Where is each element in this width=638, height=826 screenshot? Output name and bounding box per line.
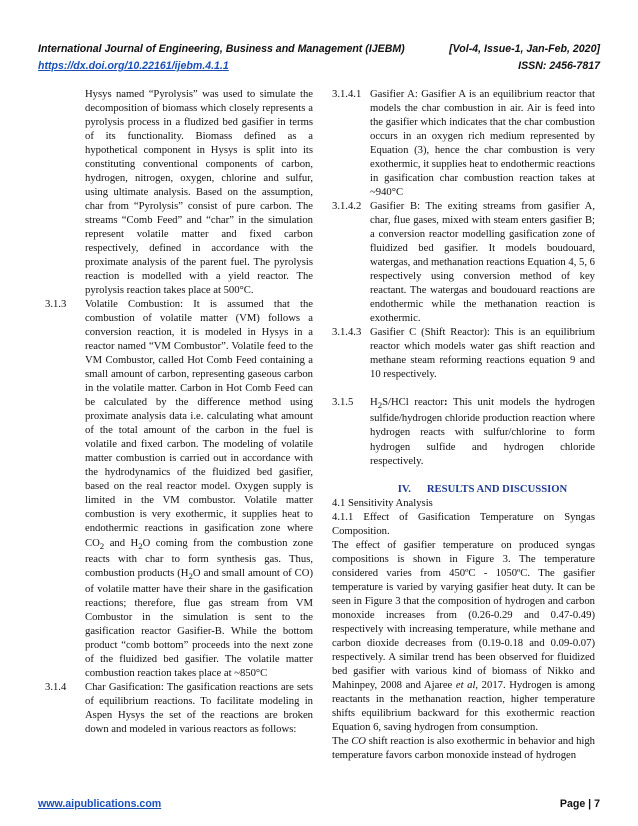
results-etal: et al, [455, 679, 479, 691]
shift-paragraph [332, 735, 595, 763]
journal-title: International Journal of Engineering, Business and Management (IJEBM) [38, 43, 405, 55]
vc-sub-1: 2 [99, 540, 105, 551]
pyrolysis-paragraph: Hysys named “Pyrolysis” was used to simulate the decomposition of biomass which closely represents a pyrolysis process in a fludized bed gasifier in terms of its functionality. Biomass defined as a hypothetical component in Hysys is split into its constituting conventional components of carbon, hydrogen, nitrogen, oxygen, chlorine and sulfur, using ultimate analysis. Based on the assumption, char from “Pyrolysis” consist of pure carbon. The streams “Comb Feed” and “char” in the simulation represent volatile matter and fixed carbon respectively, defined in accordance with the proximate analysis of the parent fuel. The pyrolysis reaction is modelled with a yield reactor. The pyrolysis reaction takes place at 500°C. [85, 89, 313, 297]
shift-part-a: The [332, 735, 352, 747]
section-3-1-4-3 [332, 326, 595, 382]
volume-info: [Vol-4, Issue-1, Jan-Feb, 2020] [449, 43, 600, 55]
page-header-top [38, 43, 600, 57]
results-part-a: The effect of gasifier temperature on produced syngas compositions is shown in Figure 3. The temperature considered varies from 450ºC - 1050ºC. The gasifier temperature is varied by varying gasifier heat duty. It can be seen in Figure 3 that the composition of hydrogen and carbon monoxide increases from (0.26-0.29 and 0.47-0.49) respectively with increasing temperature, while methane and carbon dioxide decreases from (0.19-0.18 and 0.09-0.07) respectively. A similar trend has been observed for fluidized bed gasifier with various kind of biomass of Nikko and Mahinpey, 2008 and Ajaree [332, 539, 595, 691]
section-heading [370, 483, 595, 497]
shift-co: CO [351, 735, 366, 747]
section-number: 3.1.4.1 [332, 89, 362, 100]
h2s-h: H [370, 397, 378, 409]
section-3-1-3 [45, 298, 313, 681]
gasifier-a-text: Gasifier A: Gasifier A is an equilibrium reactor that models the char combustion in air. Air is feed into the gasifier which indicates that the char combustion occurs in an oxygen rich medium represented by Equation (3), hence the char combustion is very exothermic, it supplies heat to endothermic reactions in gasification char combustion reaction takes at ~940°C [370, 89, 595, 199]
vc-part-b: and H [104, 537, 139, 549]
vc-sub-3: 2 [188, 570, 193, 581]
vc-part-a: Volatile Combustion: It is assumed that the combustion of volatile matter (VM) follows a conversion reaction, it is modeled in Hysys in a reactor named “VM Combustor”. Volatile feed to the VM Combustor, called Hot Comb Feed containing a small amount of carbon, representing gaseous carbon in the volatile matter. Carbon in Hot Comb Feed can be calculated by the difference method using proximate analysis data i.e. calculating what amount of the total amount of the carbon in the fuel is volatile and fixed carbon. The modeling of volatile matter combustion is carried out in accordance with the hydrodynamics of the fluidized bed gasifier, based on the real reactor model. Oxygen supply is limited in the VM combustor. Volatile matter combustion is very exothermic, it supplies heat to endothermic reactions in gasification zone where CO [85, 299, 313, 549]
spacer [332, 469, 595, 483]
section-number: 3.1.3 [45, 299, 67, 311]
left-column [45, 88, 313, 737]
section-number: 3.1.5 [332, 397, 354, 409]
doi-link[interactable]: https://dx.doi.org/10.22161/ijebm.4.1.1 [38, 60, 229, 72]
issn: ISSN: 2456-7817 [518, 60, 600, 72]
section-number: 3.1.4.3 [332, 327, 362, 339]
section-number: 3.1.4.2 [332, 201, 362, 213]
section-3-1-5 [332, 396, 595, 468]
section-number: 3.1.4 [45, 681, 67, 693]
section-title: RESULTS AND DISCUSSION [426, 483, 568, 495]
h2s-colon: : [443, 397, 448, 409]
shift-part-b: shift reaction is also exothermic in behavior and high temperature favors carbon monoxide instead of hydrogen [332, 735, 596, 761]
results-paragraph [332, 539, 595, 735]
page-number: Page | 7 [559, 798, 600, 810]
section-3-1-4 [45, 681, 313, 737]
h2s-reactor-text [370, 396, 595, 468]
spacer [332, 382, 595, 396]
section-3-1-4-2 [332, 200, 595, 326]
subsection-4-1: 4.1 Sensitivity Analysis [332, 497, 433, 509]
h2s-body: This unit models the hydrogen sulfide/hydrogen chloride production reaction where hydrogen reacts with sulfur/chlorine to form hydrogen sulfide and hydrogen chloride respectively. [370, 397, 595, 467]
vc-part-d: O and small amount of CO) of volatile matter have their share in the gasification reactions; therefore, flue gas stream from VM Combustor in the simulation is sent to the gasification reactor Gasifier-B. While the bottom product “comb bottom” proceeds into the next zone of the fluidized bed gasifier. The volatile matter combustion reaction takes place at ~850°C [85, 567, 313, 679]
page-header-bottom [38, 60, 600, 74]
gasifier-c-text: Gasifier C (Shift Reactor): This is an equilibrium reactor which models water gas shift reaction and methane steam reforming reactions equation 9 and 10 respectively. [370, 327, 595, 381]
vc-sub-2: 2 [138, 540, 143, 551]
gasifier-b-text: Gasifier B: The exiting streams from gasifier A, char, flue gases, mixed with steam enters gasifier B; a conversion reactor modelling gasification zone of fluidized bed gasifier. It models boudouard, watergas, and methanation reactions Equation 4, 5, 6 respectively using conversion method of key reactant. The watergas and boudouard reactions are endothermic while the methanation reaction is exothermic. [370, 201, 595, 325]
h2s-sub: 2 [377, 400, 383, 411]
volatile-combustion-text [85, 298, 313, 681]
char-gasification-text: Char Gasification: The gasification reactions are sets of equilibrium reactions. To facilitate modeling in Aspen Hysys the set of the reactions are broken down and modeled in various reactors as follows: [85, 681, 313, 735]
section-roman: IV. [397, 483, 411, 495]
vc-part-c: O coming from the combustion zone reacts with char to form synthesis gas. Thus, combustion products (H [85, 537, 313, 579]
site-link[interactable]: www.aipublications.com [38, 798, 162, 810]
section-3-1-4-1 [332, 88, 595, 200]
right-column [332, 88, 595, 763]
h2s-name: S/HCl reactor [382, 397, 444, 409]
subsection-4-1-1: 4.1.1 Effect of Gasification Temperature on Syngas Composition. [332, 511, 595, 537]
results-part-b: 2017. Hydrogen is among reactants in the methanation reaction, higher temperature shifts equilibrium backward for this exothermic reaction Equation 6, saving hydrogen from consumption. [332, 679, 595, 733]
